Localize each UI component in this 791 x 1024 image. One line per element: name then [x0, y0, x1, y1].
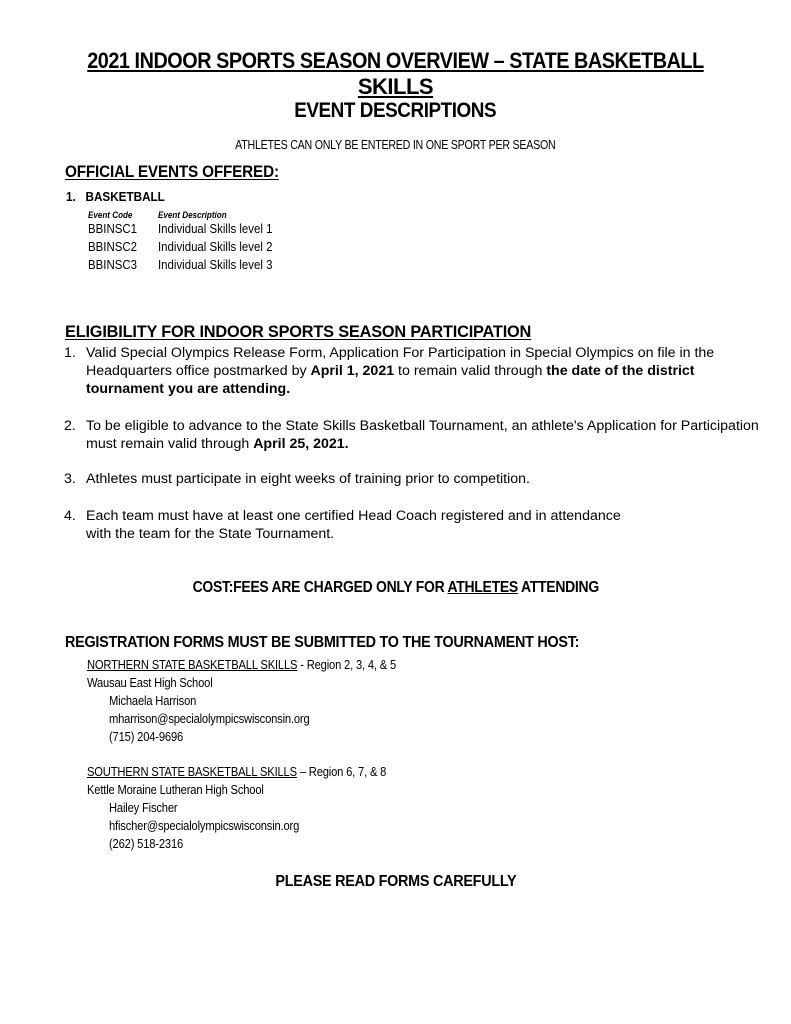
item-text: Athletes must participate in eight weeks of training prior to competition. [86, 471, 530, 487]
event-code: BBINSC3 [88, 257, 137, 272]
item-text-line: Each team must have at least one certified Head Coach registered and in attendance [86, 508, 621, 524]
event-row [88, 220, 144, 238]
event-code: BBINSC1 [88, 221, 137, 236]
eligibility-item-2 [64, 417, 764, 453]
host-event-name: NORTHERN STATE BASKETBALL SKILLS [87, 657, 298, 672]
item-number: 1. [64, 345, 76, 361]
event-description: Individual Skills level 1 [158, 221, 273, 236]
item-text [86, 417, 764, 453]
item-text [86, 344, 764, 398]
host-contact: Hailey Fischer [109, 800, 178, 815]
eligibility-heading: ELIGIBILITY FOR INDOOR SPORTS SEASON PARTICIPATION [65, 322, 532, 341]
host-school-wrap [87, 781, 292, 799]
item-number: 3. [64, 471, 76, 487]
host-phone: (715) 204-9696 [109, 729, 184, 744]
postmark-date: April 1, 2021 [310, 363, 395, 379]
eligibility-item-3 [64, 470, 764, 488]
item-text-line: with the team for the State Tournament. [86, 526, 335, 542]
item-text-part: To be eligible to advance to the State Skills Basketball Tournament, an athlete's Application for Participation must remain valid through [86, 418, 759, 452]
item-number: 2. [64, 418, 76, 434]
event-row [88, 238, 144, 256]
host-northern [87, 656, 446, 674]
valid-through-date: April 25, 2021. [253, 436, 349, 452]
event-code: BBINSC2 [88, 239, 137, 254]
eligibility-section [65, 322, 551, 342]
event-description: Individual Skills level 2 [158, 239, 273, 254]
host-contact-wrap [109, 799, 189, 817]
host-school-wrap [87, 674, 233, 692]
event-code-header: Event Code [88, 210, 133, 221]
page-title-line-1: 2021 INDOOR SPORTS SEASON OVERVIEW – STATE BASKETBALL [87, 48, 704, 73]
closing-note-wrap [0, 873, 791, 891]
cost-athletes: ATHLETES [447, 579, 518, 596]
closing-note: PLEASE READ FORMS CAREFULLY [274, 873, 517, 890]
page-subtitle-wrap [0, 99, 791, 123]
host-contact: Michaela Harrison [109, 693, 197, 708]
sport-heading [66, 188, 176, 206]
entry-note-wrap [0, 136, 791, 154]
host-regions: - Region 2, 3, 4, & 5 [297, 657, 397, 672]
registration-section [65, 634, 636, 652]
cost-statement [0, 579, 791, 597]
host-email: hfischer@specialolympicswisconsin.org [109, 818, 300, 833]
page-title-line-2: SKILLS [357, 74, 434, 99]
registration-heading: REGISTRATION FORMS MUST BE SUBMITTED TO THE TOURNAMENT HOST: [65, 634, 580, 651]
host-regions: – Region 6, 7, & 8 [296, 764, 387, 779]
event-row [88, 256, 144, 274]
host-phone-wrap [109, 728, 195, 746]
sport-number: 1. [66, 189, 76, 204]
event-description-header: Event Description [158, 210, 227, 221]
valid-through-text: the date of the district tournament you are attending. [86, 363, 695, 397]
page-title-line-2-wrap [0, 74, 791, 100]
item-text-part: to remain valid through [394, 363, 547, 379]
item-text-part: Valid Special Olympics Release Form, Application For Participation in Special Olympics on file in the Headquarters office postmarked by [86, 345, 715, 379]
official-events-heading: OFFICIAL EVENTS OFFERED: [65, 162, 279, 181]
item-number: 4. [64, 508, 76, 524]
event-row-desc-wrap [158, 238, 288, 256]
host-email: mharrison@specialolympicswisconsin.org [109, 711, 310, 726]
host-southern [87, 763, 435, 781]
host-school: Wausau East High School [87, 675, 213, 690]
host-school: Kettle Moraine Lutheran High School [87, 782, 264, 797]
host-phone: (262) 518-2316 [109, 836, 184, 851]
event-description: Individual Skills level 3 [158, 257, 273, 272]
host-email-wrap [109, 817, 330, 835]
host-contact-wrap [109, 692, 210, 710]
cost-prefix: COST:FEES ARE CHARGED ONLY FOR [192, 579, 448, 596]
eligibility-item-4 [64, 507, 764, 543]
sport-name: BASKETBALL [85, 189, 165, 204]
item-text [86, 507, 621, 543]
official-events-section [65, 162, 303, 182]
page-subtitle: EVENT DESCRIPTIONS [294, 99, 497, 122]
eligibility-item-1 [64, 344, 764, 398]
host-email-wrap [109, 710, 342, 728]
host-phone-wrap [109, 835, 195, 853]
entry-note: ATHLETES CAN ONLY BE ENTERED IN ONE SPORT PER SEASON [235, 137, 556, 152]
event-row-desc-wrap [158, 256, 288, 274]
host-event-name: SOUTHERN STATE BASKETBALL SKILLS [87, 764, 297, 779]
event-row-desc-wrap [158, 220, 288, 238]
cost-suffix: ATTENDING [517, 579, 599, 596]
page-title [0, 48, 791, 74]
